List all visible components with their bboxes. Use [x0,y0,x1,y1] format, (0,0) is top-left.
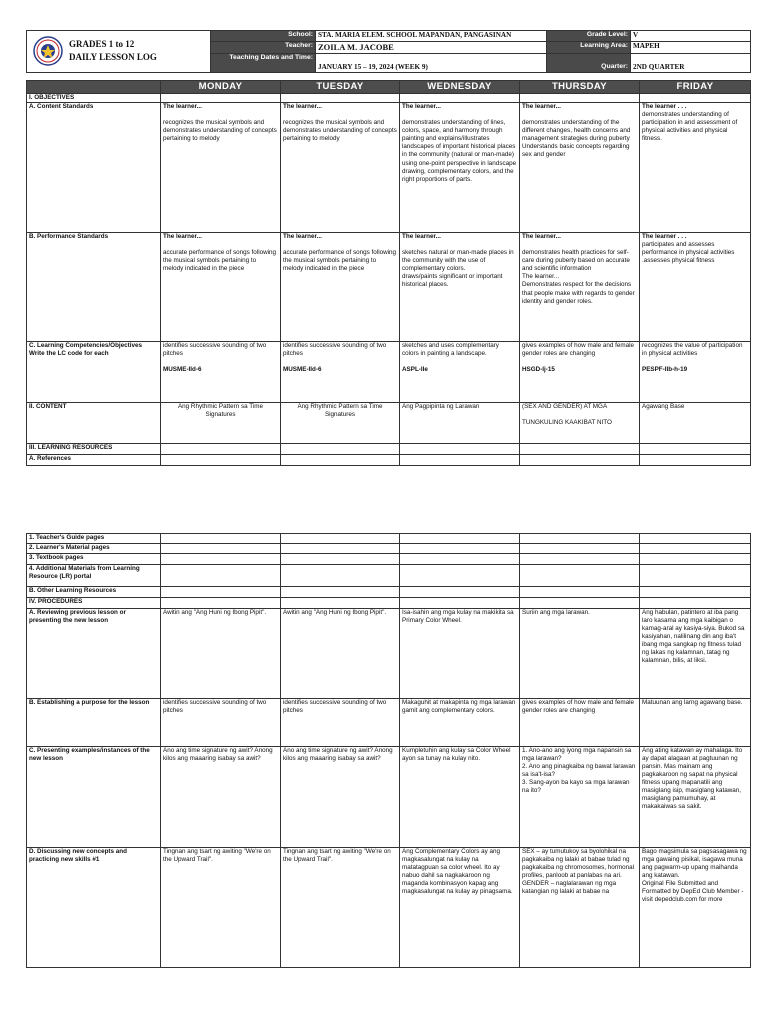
cell-thursday: The learner... demonstrates health practices for self-care during puberty based on accurate and scientific information The learner... Demonstrates respect for the decisions that people make with regards to gender identity and gender roles. [520,233,640,342]
cell-thursday: gives examples of how male and female gender roles are changing HSGD-Ij-15 [520,342,640,403]
cell-tuesday: Ano ang time signature ng awit? Anong kilos ang maaaring isabay sa awit? [281,747,400,848]
learner-lead: The learner... [402,233,441,241]
cell-tuesday [281,444,400,455]
cell-friday: Ang ating katawan ay mahalaga. Ito ay dapat alagaan at pagtuunan ng pansin. Mas mainam ang pagkakaroon ng sapat na physical fitness upang mapanatili ang masiglang isip, masiglang katawan, masiglang pamumuhay, at makakaiwas sa sakit. [640,747,751,848]
cell-thursday [520,565,640,587]
cell-wednesday [400,544,520,554]
cell-tuesday: identifies successive sounding of two pitches [281,699,400,747]
cell-tuesday: identifies successive sounding of two pitches MUSME-IId-6 [281,342,400,403]
row-label: III. LEARNING RESOURCES [27,444,161,455]
cell-wednesday [400,534,520,544]
cell-tuesday [281,455,400,466]
cell-friday [640,455,751,466]
cell-thursday [520,444,640,455]
row-label: B. Performance Standards [27,233,161,342]
day-header-blank [27,81,161,94]
cell-thursday [520,554,640,565]
cell-monday: Tingnan ang tsart ng awiting "We're on the Upward Trail". [161,848,281,968]
cell-thursday [520,455,640,466]
cell-monday: identifies successive sounding of two pitches [161,699,281,747]
cell-friday: Matuunan ang larng agawang base. [640,699,751,747]
cell-friday [640,544,751,554]
row-label: A. Content Standards [27,103,161,233]
cell-tuesday [281,565,400,587]
page2-row [27,598,751,609]
learner-lead: The learner... [522,103,561,111]
cell-wednesday: Makaguhit at makapinta ng mga larawan gamit ang complementary colors. [400,699,520,747]
cell-wednesday: Ang Complementary Colors ay ang magkasalungat na kulay na matatagpuan sa color wheel. Ito ay nabuo dahil sa nagkakaroon ng maganda kombinasyon kapag ang magkasalungat na kulay ay pinagsama. [400,848,520,968]
page2-row [27,544,751,554]
cell-thursday: The learner... demonstrates understanding of the different changes, health concerns and management strategies during puberty Understands basic concepts regarding sex and gender [520,103,640,233]
cell-thursday: (SEX AND GENDER) AT MGA TUNGKULING KAAKIBAT NITO [520,403,640,444]
day-header-monday: MONDAY [161,81,281,94]
learner-lead: The learner... [522,233,561,241]
learner-lead: The learner... [163,233,202,241]
day-header-wednesday: WEDNESDAY [400,81,520,94]
page2-row [27,848,751,968]
competency-code: PESPF-IIb-h-19 [642,366,688,374]
cell-thursday: Suriin ang mga larawan. [520,609,640,699]
cell-monday [161,565,281,587]
page2-row [27,587,751,598]
row-label: 3. Textbook pages [27,554,161,565]
school-value: STA. MARIA ELEM. SCHOOL MAPANDAN, PANGASINAN [316,31,547,42]
row-label: IV. PROCEDURES [27,598,161,609]
cell-friday [640,598,751,609]
cell-wednesday: The learner... demonstrates understanding of lines, colors, space, and harmony through painting and explains/illustrates landscapes of important historical places in the community (natural or man-made) using one-point perspective in landscape drawing, complementary colors, and the right proportions of parts. [400,103,520,233]
page1-row [27,233,751,342]
cell-wednesday [400,455,520,466]
cell-thursday [520,94,640,103]
row-label: A. References [27,455,161,466]
cell-friday [640,94,751,103]
competency-code: MUSME-IId-6 [163,366,202,374]
cell-monday [161,94,281,103]
form-title-line2: DAILY LESSON LOG [69,52,157,63]
row-label: 4. Additional Materials from Learning Resource (LR) portal [27,565,161,587]
day-header-friday: FRIDAY [640,81,751,94]
row-label: 1. Teacher's Guide pages [27,534,161,544]
page1-row [27,444,751,455]
cell-tuesday [281,94,400,103]
learner-lead: The learner... [283,103,322,111]
cell-thursday: 1. Ano-ano ang iyong mga napansin sa mga larawan? 2. Ano ang pinagkaiba ng bawat larawan sa isa't-isa? 3. Sang-ayon ba kayo sa mga larawan na ito? [520,747,640,848]
cell-tuesday [281,544,400,554]
cell-thursday: gives examples of how male and female gender roles are changing [520,699,640,747]
teacher-value: ZOILA M. JACOBE [316,42,547,54]
teaching-dates-label: Teaching Dates and Time: [211,53,316,72]
cell-thursday [520,598,640,609]
cell-monday [161,598,281,609]
quarter-value: 2ND QUARTER [631,53,751,72]
cell-tuesday: Tingnan ang tsart ng awiting "We're on the Upward Trail". [281,848,400,968]
cell-monday [161,544,281,554]
cell-friday: The learner . . . demonstrates understanding of participation in and assessment of physical activities and physical fitness. [640,103,751,233]
cell-monday: identifies successive sounding of two pitches MUSME-IId-6 [161,342,281,403]
row-label: C. Presenting examples/instances of the new lesson [27,747,161,848]
cell-monday: Awitin ang "Ang Huni ng Ibong Pipit". [161,609,281,699]
cell-tuesday [281,587,400,598]
cell-thursday [520,587,640,598]
cell-tuesday: Awitin ang "Ang Huni ng Ibong Pipit". [281,609,400,699]
cell-monday [161,587,281,598]
row-label: I. OBJECTIVES [27,94,161,103]
header-block [26,30,750,73]
page1-row [27,455,751,466]
cell-monday [161,554,281,565]
cell-wednesday [400,554,520,565]
row-label: D. Discussing new concepts and practicing new skills #1 [27,848,161,968]
quarter-label: Quarter: [547,53,631,72]
page1-row [27,403,751,444]
cell-wednesday: sketches and uses complementary colors in painting a landscape. ASPL-IIe [400,342,520,403]
teacher-label: Teacher: [211,42,316,54]
header-title-cell [27,31,211,73]
cell-wednesday [400,444,520,455]
page2-row [27,565,751,587]
page2-row [27,554,751,565]
cell-tuesday [281,534,400,544]
cell-monday: The learner... accurate performance of songs following the musical symbols pertaining to melody indicated in the piece [161,233,281,342]
cell-wednesday: The learner... sketches natural or man-made places in the community with the use of complementary colors. draws/paints significant or important historical places. [400,233,520,342]
cell-thursday [520,534,640,544]
cell-wednesday: Isa-isahin ang mga kulay na makikita sa Primary Color Wheel. [400,609,520,699]
learner-lead: The learner... [283,233,322,241]
page1-row [27,103,751,233]
row-label: A. Reviewing previous lesson or presenting the new lesson [27,609,161,699]
learning-area-label: Learning Area: [547,42,631,54]
cell-wednesday [400,94,520,103]
row-label: II. CONTENT [27,403,161,444]
cell-friday: The learner . . . participates and assesses performance in physical activities .assesses physical fitness [640,233,751,342]
row-label: C. Learning Competencies/Objectives Write the LC code for each [27,342,161,403]
cell-friday: Agawang Base [640,403,751,444]
cell-tuesday: The learner... recognizes the musical symbols and demonstrates understanding of concepts pertaining to melody [281,103,400,233]
cell-friday: recognizes the value of participation in physical activities PESPF-IIb-h-19 [640,342,751,403]
cell-monday: The learner... recognizes the musical symbols and demonstrates understanding of concepts pertaining to melody [161,103,281,233]
cell-friday [640,444,751,455]
page2-row [27,699,751,747]
cell-monday: Ang Rhythmic Pattern sa Time Signatures [161,403,281,444]
cell-wednesday [400,598,520,609]
cell-tuesday: The learner... accurate performance of songs following the musical symbols pertaining to melody indicated in the piece [281,233,400,342]
cell-friday [640,587,751,598]
page2-row [27,609,751,699]
page1-row [27,342,751,403]
cell-thursday [520,544,640,554]
grade-level-label: Grade Level: [547,31,631,42]
cell-friday [640,565,751,587]
cell-monday [161,534,281,544]
school-label: School: [211,31,316,42]
day-header-thursday: THURSDAY [520,81,640,94]
lesson-table-page2 [26,533,750,968]
cell-monday [161,444,281,455]
deped-seal-icon [33,36,63,66]
cell-friday [640,534,751,544]
learner-lead: The learner... [402,103,441,111]
cell-wednesday [400,587,520,598]
grade-level-value: V [631,31,751,42]
page2-row [27,747,751,848]
cell-monday [161,455,281,466]
page2-row [27,534,751,544]
form-title-line1: GRADES 1 to 12 [69,39,135,50]
cell-friday: Ang habulan, patintero at iba pang laro kasama ang mga kaibigan o kamag-aral ay kasiya-siya. Bukod sa kasiyahan, nalilinang din ang iba't ibang mga sangkap ng fitness tulad ng lakas ng kalamnan, tatag ng kalamnan, bilis, at liksi. [640,609,751,699]
learner-lead: The learner... [163,103,202,111]
learner-lead: The learner . . . [642,103,687,111]
competency-code: MUSME-IId-6 [283,366,322,374]
row-label: B. Other Learning Resources [27,587,161,598]
day-header-tuesday: TUESDAY [281,81,400,94]
cell-wednesday: Kumpletuhin ang kulay sa Color Wheel ayon sa tunay na kulay nito. [400,747,520,848]
day-header-row [27,81,751,94]
row-label: B. Establishing a purpose for the lesson [27,699,161,747]
teaching-dates-value: JANUARY 15 – 19, 2024 (WEEK 9) [316,53,547,72]
cell-tuesday [281,598,400,609]
cell-friday [640,554,751,565]
cell-friday: Bago magsimula sa pagsasagawa ng mga gawaing pisikal, isagawa muna ang pagwarm-up upang maihanda ang katawan. Original File Submitted and Formatted by DepEd Club Member - visit depedclub.com for more [640,848,751,968]
cell-tuesday [281,554,400,565]
cell-wednesday [400,565,520,587]
cell-monday: Ano ang time signature ng awit? Anong kilos ang maaaring isabay sa awit? [161,747,281,848]
row-label: 2. Learner's Material pages [27,544,161,554]
learner-lead: The learner . . . [642,233,687,241]
competency-code: ASPL-IIe [402,366,428,374]
cell-wednesday: Ang Pagpipinta ng Larawan [400,403,520,444]
lesson-table-page1 [26,80,750,466]
page1-row [27,94,751,103]
competency-code: HSGD-Ij-15 [522,366,555,374]
learning-area-value: MAPEH [631,42,751,54]
cell-tuesday: Ang Rhythmic Pattern sa Time Signatures [281,403,400,444]
cell-thursday: SEX – ay tumutukoy sa byolohikal na pagkakaiba ng lalaki at babae tulad ng pagkakaiba ng chromosomes, hormonal profiles, panloob at panlabas na ari. GENDER – naglalarawan ng mga katangian ng lalaki at babae na [520,848,640,968]
